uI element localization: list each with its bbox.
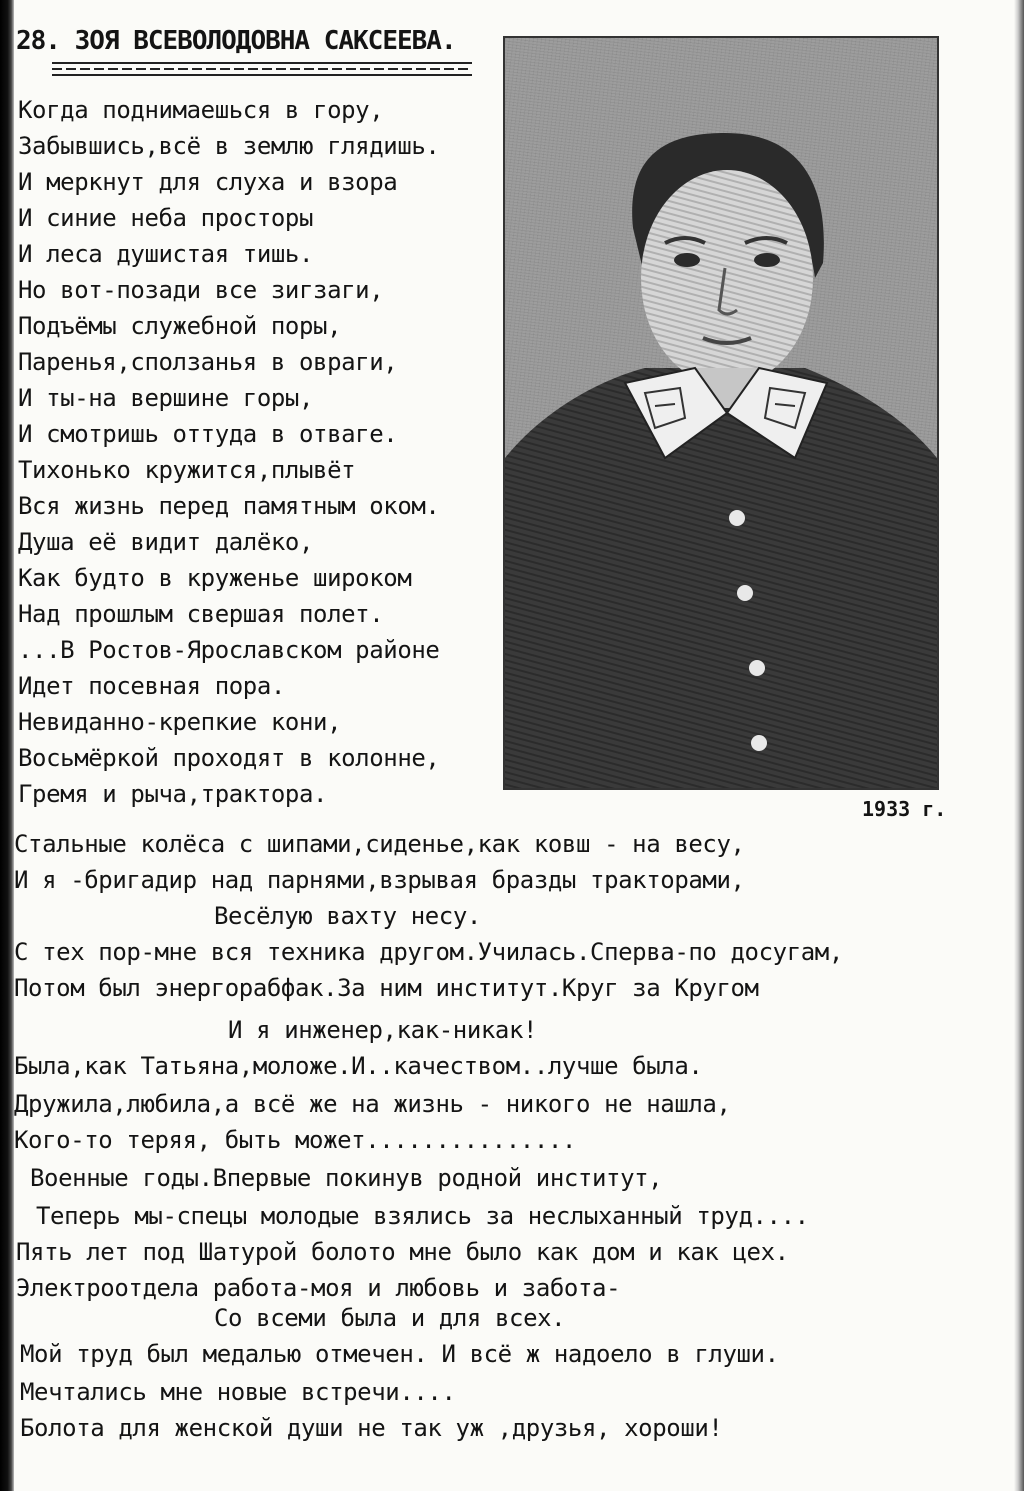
poem-line: Вся жизнь перед памятным оком. (18, 492, 440, 520)
poem-line: Со всеми была и для всех. (214, 1304, 566, 1332)
poem-line: Мой труд был медалью отмечен. И всё ж надоело в глуши. (20, 1340, 779, 1368)
page-title: 28. ЗОЯ ВСЕВОЛОДОВНА САКСЕЕВА. (16, 26, 456, 56)
poem-line: И меркнут для слуха и взора (18, 168, 398, 196)
poem-line: Забывшись,всё в землю глядишь. (18, 132, 440, 160)
poem-line: Была,как Татьяна,моложе.И..качеством..лучше была. (14, 1052, 703, 1080)
poem-line: Стальные колёса с шипами,сиденье,как ковш - на весу, (14, 830, 745, 858)
poem-line: Кого-то теряя, быть может............... (14, 1126, 576, 1154)
book-binding-shadow (0, 0, 14, 1491)
photo-year-caption: 1933 г. (862, 797, 947, 821)
poem-line: Мечтались мне новые встречи.... (20, 1378, 456, 1406)
poem-line: Пять лет под Шатурой болото мне было как дом и как цех. (16, 1238, 789, 1266)
portrait-photo (503, 36, 939, 790)
poem-line: ...В Ростов-Ярославском районе (18, 636, 440, 664)
poem-line: Военные годы.Впервые покинув родной институт, (30, 1164, 663, 1192)
poem-line: Над прошлым свершая полет. (18, 600, 384, 628)
poem-line: Идет посевная пора. (18, 672, 285, 700)
title-underline (52, 62, 472, 76)
poem-line: Теперь мы-спецы молодые взялись за неслыханный труд.... (36, 1202, 809, 1230)
poem-line: Душа её видит далёко, (18, 528, 314, 556)
poem-line: Невиданно-крепкие кони, (18, 708, 342, 736)
poem-line: И синие неба просторы (18, 204, 314, 232)
poem-line: И я инженер,как-никак! (228, 1016, 538, 1044)
poem-line: Паренья,сползанья в овраги, (18, 348, 398, 376)
poem-line: Дружила,любила,а всё же на жизнь - никого не нашла, (14, 1090, 731, 1118)
poem-line: Болота для женской души не так уж ,друзья, хороши! (20, 1414, 723, 1442)
poem-line: И смотришь оттуда в отваге. (18, 420, 398, 448)
poem-line: Тихонько кружится,плывёт (18, 456, 356, 484)
poem-line: Но вот-позади все зигзаги, (18, 276, 384, 304)
poem-line: Электроотдела работа-моя и любовь и забота- (16, 1274, 621, 1302)
poem-line: И леса душистая тишь. (18, 240, 314, 268)
poem-line: Когда поднимаешься в гору, (18, 96, 384, 124)
page-edge-shadow (1014, 0, 1024, 1491)
poem-line: Гремя и рыча,трактора. (18, 780, 328, 808)
poem-line: Подъёмы служебной поры, (18, 312, 342, 340)
poem-line: С тех пор-мне вся техника другом.Училась.Сперва-по досугам, (14, 938, 843, 966)
poem-line: Весёлую вахту несу. (214, 902, 481, 930)
poem-line: Как будто в круженье широком (18, 564, 412, 592)
poem-line: Восьмёркой проходят в колонне, (18, 744, 440, 772)
poem-line: Потом был энергорабфак.За ним институт.Круг за Кругом (14, 974, 759, 1002)
poem-line: И ты-на вершине горы, (18, 384, 314, 412)
poem-line: И я -бригадир над парнями,взрывая бразды тракторами, (14, 866, 745, 894)
